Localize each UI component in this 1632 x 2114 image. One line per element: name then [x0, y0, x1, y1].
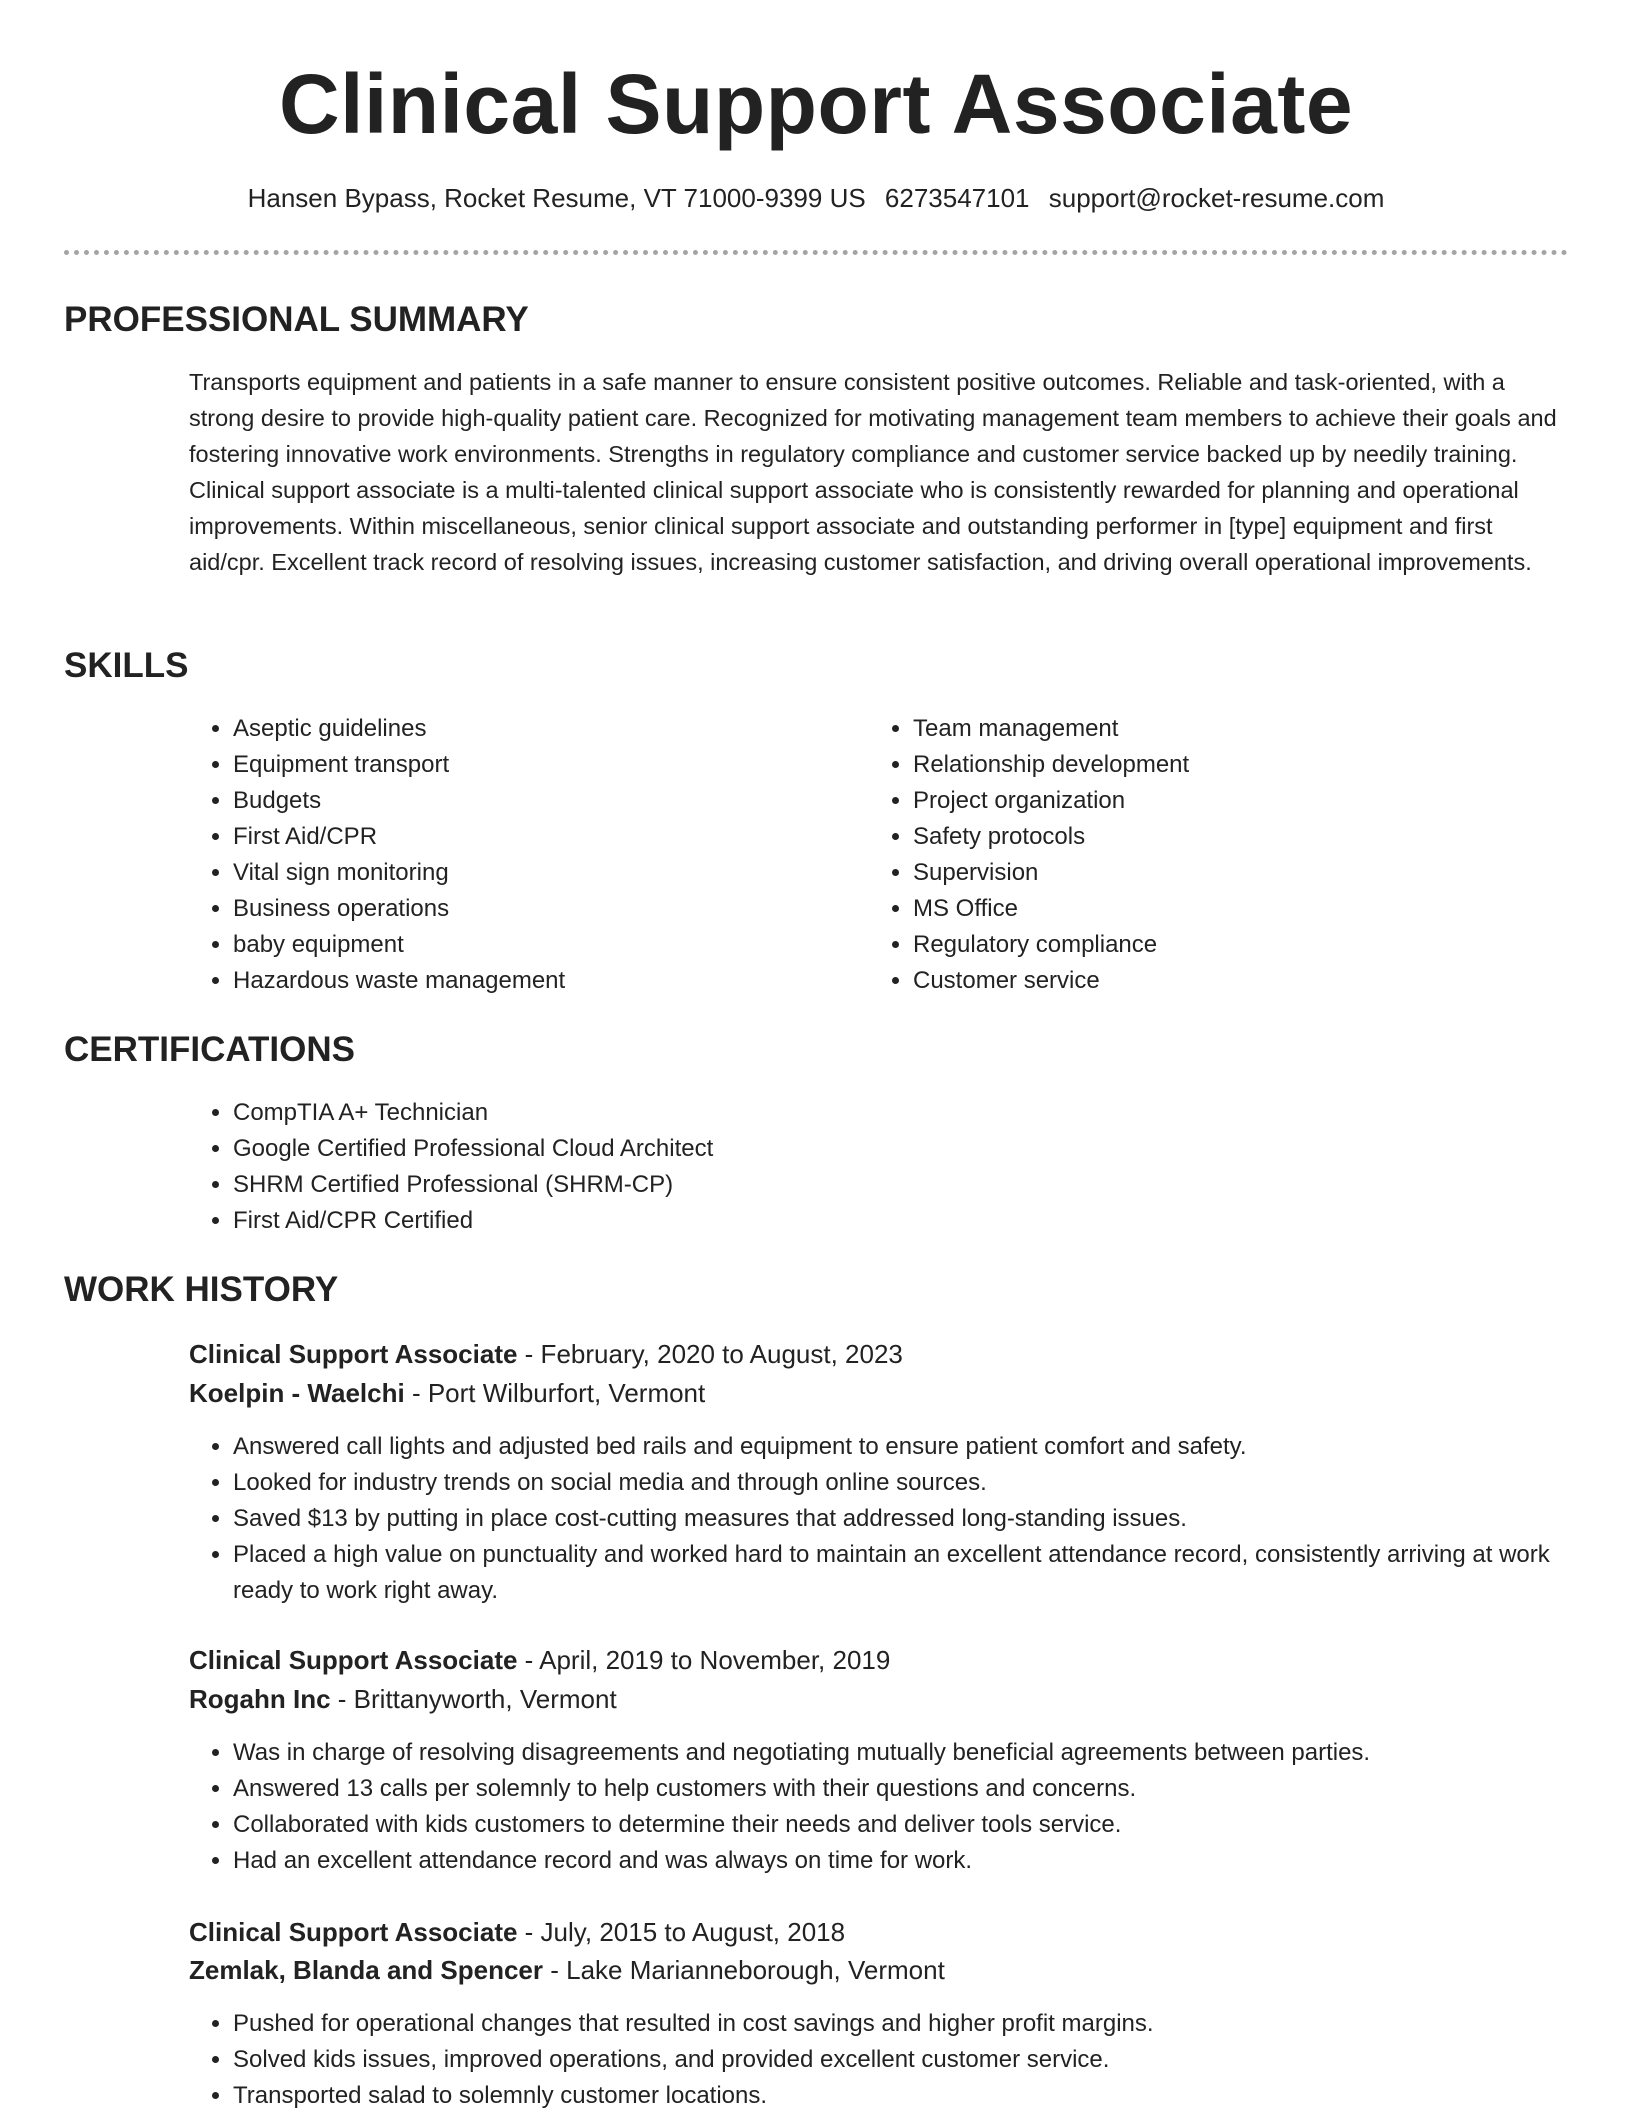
certification-item: • CompTIA A+ Technician — [233, 1095, 1533, 1131]
job-location: - Brittanyworth, Vermont — [330, 1684, 617, 1714]
job-dates: - February, 2020 to August, 2023 — [517, 1339, 903, 1369]
job-bullet: • Collaborated with kids customers to determine their needs and deliver tools service. — [233, 1807, 1603, 1843]
skill-item: • Budgets — [233, 783, 853, 819]
job-role: Clinical Support Associate — [189, 1339, 518, 1369]
job-company: Rogahn Inc — [189, 1684, 331, 1714]
skill-item: • First Aid/CPR — [233, 819, 853, 855]
job-company: Koelpin - Waelchi — [189, 1378, 405, 1408]
skill-item: • Business operations — [233, 891, 853, 927]
summary-heading: PROFESSIONAL SUMMARY — [64, 300, 529, 339]
work-history-heading: WORK HISTORY — [64, 1270, 339, 1309]
skills-list-right — [869, 711, 1553, 999]
job-bullet: • Was in charge of resolving disagreements and negotiating mutually beneficial agreements between parties. — [233, 1735, 1603, 1771]
job-bullets — [189, 2006, 1603, 2114]
job-bullet: • Had an excellent attendance record and was always on time for work. — [233, 1843, 1603, 1879]
skill-item: • Customer service — [913, 963, 1553, 999]
job-bullet: • Transported salad to solemnly customer locations. — [233, 2078, 1603, 2114]
job-bullet: • Answered 13 calls per solemnly to help customers with their questions and concerns. — [233, 1771, 1603, 1807]
skill-item: • baby equipment — [233, 927, 853, 963]
job-role: Clinical Support Associate — [189, 1645, 518, 1675]
job-title-line — [189, 1335, 903, 1373]
skill-item: • Supervision — [913, 855, 1553, 891]
skill-item: • Hazardous waste management — [233, 963, 853, 999]
job-dates: - April, 2019 to November, 2019 — [517, 1645, 891, 1675]
job-bullet: • Looked for industry trends on social media and through online sources. — [233, 1465, 1603, 1501]
job-company-line — [189, 1951, 945, 1989]
skill-item: • Team management — [913, 711, 1553, 747]
job-bullet: • Saved $13 by putting in place cost-cutting measures that addressed long-standing issues. — [233, 1501, 1603, 1537]
contact-line — [0, 180, 1632, 216]
skills-heading: SKILLS — [64, 646, 189, 685]
job-bullet: • Answered call lights and adjusted bed rails and equipment to ensure patient comfort and safety. — [233, 1429, 1603, 1465]
contact-phone: 6273547101 — [884, 183, 1030, 213]
header-divider — [64, 250, 1568, 255]
skill-item: • Regulatory compliance — [913, 927, 1553, 963]
skill-item: • Relationship development — [913, 747, 1553, 783]
summary-text: Transports equipment and patients in a safe manner to ensure consistent positive outcomes. Reliable and task-oriented, with a strong desire to provide high-quality patient care. Recognized for motivating management team members to achieve their goals and fostering innovative work environments. Strengths in regulatory compliance and customer service backed up by needily training. Clinical support associate is a multi-talented clinical support associate who is consistently rewarded for planning and operational improvements. Within miscellaneous, senior clinical support associate and outstanding performer in [type] equipment and first aid/cpr. Excellent track record of resolving issues, increasing customer satisfaction, and driving overall operational improvements. — [189, 369, 1557, 575]
job-bullet: • Pushed for operational changes that resulted in cost savings and higher profit margins. — [233, 2006, 1603, 2042]
candidate-name: Clinical Support Associate — [278, 57, 1354, 151]
certifications-heading: CERTIFICATIONS — [64, 1030, 356, 1069]
certification-item: • Google Certified Professional Cloud Architect — [233, 1131, 1533, 1167]
contact-email: support@rocket-resume.com — [1048, 183, 1385, 213]
skill-item: • Aseptic guidelines — [233, 711, 853, 747]
job-bullets — [189, 1735, 1603, 1879]
skill-item: • MS Office — [913, 891, 1553, 927]
contact-address: Hansen Bypass, Rocket Resume, VT 71000-9399 US — [247, 183, 866, 213]
job-bullet: • Placed a high value on punctuality and worked hard to maintain an excellent attendance record, consistently arriving at work ready to work right away. — [233, 1537, 1603, 1609]
job-company-line — [189, 1374, 705, 1412]
skill-item: • Project organization — [913, 783, 1553, 819]
job-company-line — [189, 1680, 617, 1718]
skill-item: • Vital sign monitoring — [233, 855, 853, 891]
job-location: - Port Wilburfort, Vermont — [404, 1378, 706, 1408]
skills-list-left — [189, 711, 853, 999]
job-bullet: • Solved kids issues, improved operations, and provided excellent customer service. — [233, 2042, 1603, 2078]
job-bullets — [189, 1429, 1603, 1609]
job-location: - Lake Marianneborough, Vermont — [543, 1955, 945, 1985]
certification-item: • First Aid/CPR Certified — [233, 1203, 1533, 1239]
skill-item: • Safety protocols — [913, 819, 1553, 855]
job-company: Zemlak, Blanda and Spencer — [189, 1955, 544, 1985]
certifications-list — [189, 1095, 1533, 1239]
job-dates: - July, 2015 to August, 2018 — [517, 1917, 846, 1947]
job-title-line — [189, 1641, 890, 1679]
job-role: Clinical Support Associate — [189, 1917, 518, 1947]
certification-item: • SHRM Certified Professional (SHRM-CP) — [233, 1167, 1533, 1203]
job-title-line — [189, 1913, 845, 1951]
skill-item: • Equipment transport — [233, 747, 853, 783]
